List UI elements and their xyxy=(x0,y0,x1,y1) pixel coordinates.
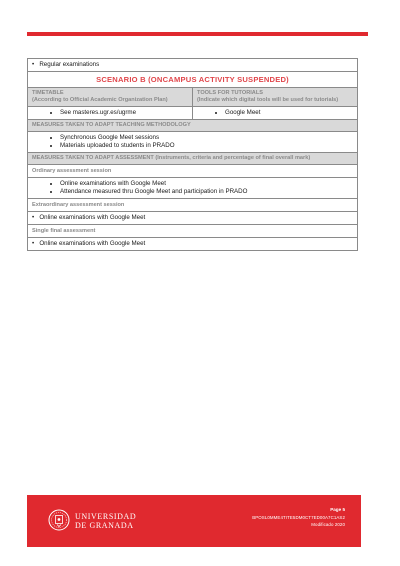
timetable-tools-values-row xyxy=(28,107,358,120)
ordinary-items-row xyxy=(28,178,358,199)
single-heading: Single final assessment xyxy=(28,225,358,238)
scenario-title-row xyxy=(28,72,358,88)
assessment-header-row xyxy=(28,153,358,165)
extraordinary-item: Online examinations with Google Meet xyxy=(39,214,146,221)
methodology-header: MEASURES TAKEN TO ADAPT TEACHING METHODOLOGY xyxy=(28,120,358,132)
header-rule xyxy=(27,32,368,36)
timetable-value: • See masteres.ugr.es/ugrme xyxy=(60,109,188,117)
tools-header: TOOLS FOR TUTORIALS xyxy=(197,90,263,96)
extraordinary-item-row xyxy=(28,212,358,225)
single-heading-row xyxy=(28,225,358,238)
timetable-subheader: (According to Official Academic Organization Plan) xyxy=(32,97,168,103)
assessment-header: MEASURES TAKEN TO ADAPT ASSESSMENT (Instruments, criteria and percentage of final overall mark) xyxy=(32,155,311,161)
document-revision: Modificado 2020 xyxy=(311,521,345,527)
methodology-items-row xyxy=(28,132,358,153)
ordinary-item: • Online examinations with Google Meet xyxy=(60,180,353,188)
document-code: BPOSL0MME4TITE5DM0CT7ED00A7C1AS2 xyxy=(252,515,345,520)
methodology-item: • Materials uploaded to students in PRADO xyxy=(60,142,353,150)
timetable-value-cell xyxy=(28,107,193,120)
ordinary-heading: Ordinary assessment session xyxy=(28,165,358,178)
extraordinary-heading: Extraordinary assessment session xyxy=(28,199,358,212)
timetable-header-cell xyxy=(28,88,193,107)
footer-codes xyxy=(252,515,345,528)
tools-value: • Google Meet xyxy=(225,109,353,117)
regular-exams-text: Regular examinations xyxy=(39,61,100,68)
bullet: • xyxy=(32,214,35,221)
page-footer xyxy=(27,495,361,547)
extraordinary-heading-row xyxy=(28,199,358,212)
university-name xyxy=(75,512,136,530)
single-item: Online examinations with Google Meet xyxy=(39,240,146,247)
university-line2: DE GRANADA xyxy=(75,521,134,530)
bullet: • xyxy=(32,61,35,68)
ordinary-item: • Attendance measured thru Google Meet and participation in PRADO xyxy=(60,188,353,196)
methodology-item: • Synchronous Google Meet sessions xyxy=(60,134,353,142)
single-item-row xyxy=(28,238,358,251)
tools-header-cell xyxy=(193,88,358,107)
methodology-header-row xyxy=(28,120,358,132)
bullet: • xyxy=(32,240,35,247)
scenario-title: SCENARIO B (ONCAMPUS ACTIVITY SUSPENDED) xyxy=(28,72,358,88)
tools-value-cell xyxy=(193,107,358,120)
tools-subheader: (Indicate which digital tools will be used for tutorials) xyxy=(197,97,339,103)
scenario-table xyxy=(27,58,358,251)
timetable-tools-header-row xyxy=(28,88,358,107)
page-number: Page 5 xyxy=(330,507,345,512)
university-line1: UNIVERSIDAD xyxy=(75,512,137,521)
university-seal-icon xyxy=(48,509,70,531)
ordinary-heading-row xyxy=(28,165,358,178)
regular-exams-row xyxy=(28,59,358,72)
timetable-header: TIMETABLE xyxy=(32,90,64,96)
